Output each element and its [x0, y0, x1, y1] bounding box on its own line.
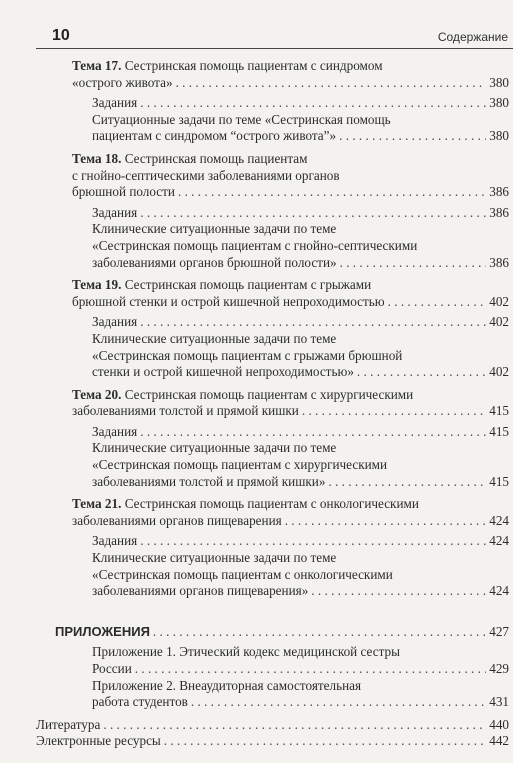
toc-entry-title: заболеваниями органов пищеварения [72, 512, 282, 528]
toc-page-number: 427 [489, 623, 509, 639]
dot-leader [388, 294, 487, 311]
dot-leader [103, 717, 486, 734]
dot-leader [328, 474, 486, 491]
toc-page-number: 386 [489, 254, 509, 270]
topic-label: Тема 19. [72, 277, 122, 293]
toc-entry-title: Задания [92, 423, 138, 439]
toc-entry[interactable] [0, 717, 513, 734]
toc-entry-line [92, 112, 509, 129]
toc-entry-title: Задания [92, 95, 138, 111]
toc-entry[interactable] [0, 678, 513, 711]
toc-entry-line [92, 238, 509, 255]
toc-page-number: 429 [489, 661, 509, 676]
dot-leader [140, 205, 486, 222]
toc-entry[interactable] [0, 733, 513, 750]
toc-entry[interactable] [0, 331, 513, 381]
toc-entry-text: Сестринская помощь пациентам с синдромом [121, 58, 383, 73]
toc-entry-text: Сестринская помощь пациентам с хирургическими [121, 386, 414, 402]
header-rule [36, 48, 513, 49]
toc-entry-title: Задания [92, 204, 138, 220]
toc-entry[interactable] [0, 277, 513, 310]
dot-leader [140, 533, 486, 550]
topic-label: Тема 17. [72, 58, 122, 73]
toc-entry[interactable] [0, 496, 513, 529]
toc-entry[interactable] [0, 314, 513, 331]
toc-entry[interactable] [0, 151, 513, 201]
toc-entry-line [92, 331, 509, 348]
dot-leader [285, 513, 487, 530]
toc-entry[interactable] [0, 205, 513, 222]
toc-entry-line [92, 567, 509, 584]
toc-entry-title: Электронные ресурсы [36, 733, 161, 749]
toc-entry-line [92, 678, 509, 695]
toc-entry-title: России [92, 661, 132, 676]
toc-entry[interactable] [0, 95, 513, 112]
toc-entry-title: «острого живота» [72, 74, 173, 90]
toc-page-number: 380 [489, 128, 509, 144]
toc-entry-text: Клинические ситуационные задачи по теме [92, 330, 337, 346]
toc-entry-text: Приложение 2. Внеаудиторная самостоятельная [92, 677, 362, 693]
toc-page-number: 442 [489, 733, 509, 749]
toc-entry[interactable] [0, 550, 513, 600]
toc-entry-title: заболеваниями органов брюшной полости» [92, 254, 337, 270]
toc-page-number: 402 [489, 293, 509, 309]
dot-leader [191, 694, 486, 711]
toc-entry[interactable] [0, 624, 513, 641]
toc-entry-text: «Сестринская помощь пациентам с онкологическими [92, 566, 393, 582]
toc-page-number: 415 [489, 473, 509, 489]
dot-leader [135, 661, 486, 678]
toc-page-number: 380 [489, 74, 509, 90]
dot-leader [140, 95, 486, 112]
toc-entry-line [72, 496, 509, 513]
toc-entry-text: «Сестринская помощь пациентам с хирургическими [92, 457, 388, 473]
toc-entry-title: брюшной стенки и острой кишечной непроходимостью [72, 293, 385, 309]
toc-page-number: 415 [489, 423, 509, 439]
dot-leader [176, 75, 487, 92]
table-of-contents [0, 58, 513, 750]
toc-page-number: 402 [489, 314, 509, 330]
toc-entry-text: Клинические ситуационные задачи по теме [92, 221, 337, 237]
toc-page-number: 431 [489, 694, 509, 710]
toc-entry-line [72, 151, 509, 168]
toc-entry-line [92, 550, 509, 567]
toc-entry[interactable] [0, 112, 513, 145]
toc-entry-line [92, 440, 509, 457]
toc-entry[interactable] [0, 644, 513, 677]
toc-entry-title: заболеваниями толстой и прямой кишки [72, 403, 299, 419]
toc-entry-line [72, 168, 509, 185]
dot-leader [340, 255, 487, 272]
toc-entry-text: Сестринская помощь пациентам с грыжами [121, 277, 372, 293]
toc-entry-title: работа студентов [92, 694, 188, 710]
toc-page-number: 380 [489, 95, 509, 111]
toc-page-number: 424 [489, 533, 509, 549]
toc-entry-title: Литература [36, 716, 101, 732]
toc-entry-text: Ситуационные задачи по теме «Сестринская помощь [92, 111, 391, 127]
page-number: 10 [52, 27, 70, 44]
toc-entry[interactable] [0, 440, 513, 490]
toc-entry-line [72, 387, 509, 404]
page-header [0, 0, 513, 50]
toc-entry[interactable] [0, 58, 513, 91]
toc-entry[interactable] [0, 387, 513, 420]
dot-leader [339, 128, 486, 145]
toc-entry-title: ПРИЛОЖЕНИЯ [55, 623, 150, 639]
toc-page-number: 440 [489, 716, 509, 732]
toc-entry-line [72, 277, 509, 294]
toc-entry-line [72, 58, 509, 75]
toc-entry-line [92, 644, 509, 661]
dot-leader [140, 314, 486, 331]
toc-entry-title: пациентам с синдромом “острого живота”» [92, 128, 337, 144]
toc-page-number: 424 [489, 512, 509, 528]
toc-entry-title: Задания [92, 533, 138, 549]
topic-label: Тема 21. [72, 496, 122, 512]
toc-entry-title: стенки и острой кишечной непроходимостью» [92, 364, 354, 380]
toc-page-number: 402 [489, 364, 509, 380]
toc-entry-text: Сестринская помощь пациентам [121, 150, 308, 166]
toc-entry-line [92, 221, 509, 238]
toc-entry-title: Задания [92, 314, 138, 330]
dot-leader [302, 403, 486, 420]
topic-label: Тема 20. [72, 386, 122, 402]
dot-leader [178, 184, 486, 201]
toc-entry-title: заболеваниями толстой и прямой кишки» [92, 473, 326, 489]
toc-entry-title: брюшной полости [72, 184, 175, 200]
toc-page-number: 415 [489, 403, 509, 419]
toc-entry-text: Сестринская помощь пациентам с онкологическими [121, 496, 419, 512]
dot-leader [311, 583, 486, 600]
dot-leader [357, 364, 486, 381]
toc-entry[interactable] [0, 533, 513, 550]
toc-entry-text: Клинические ситуационные задачи по теме [92, 440, 337, 456]
toc-entry[interactable] [0, 424, 513, 441]
dot-leader [140, 424, 486, 441]
toc-entry[interactable] [0, 221, 513, 271]
toc-page-number: 386 [489, 184, 509, 200]
toc-entry-text: с гнойно-септическими заболеваниями органов [72, 167, 340, 183]
toc-entry-line [92, 348, 509, 365]
toc-page-number: 386 [489, 204, 509, 220]
toc-entry-line [92, 457, 509, 474]
toc-entry-title: заболеваниями органов пищеварения» [92, 583, 309, 599]
running-section-title: Содержание [437, 30, 508, 44]
toc-page-number: 424 [489, 583, 509, 599]
toc-entry-text: Приложение 1. Этический кодекс медицинской сестры [92, 644, 400, 660]
toc-entry-text: «Сестринская помощь пациентам с грыжами брюшной [92, 347, 403, 363]
dot-leader [153, 624, 486, 641]
topic-label: Тема 18. [72, 150, 122, 166]
toc-entry-text: «Сестринская помощь пациентам с гнойно-септическими [92, 237, 418, 253]
dot-leader [164, 733, 486, 750]
toc-entry-text: Клинические ситуационные задачи по теме [92, 550, 337, 566]
